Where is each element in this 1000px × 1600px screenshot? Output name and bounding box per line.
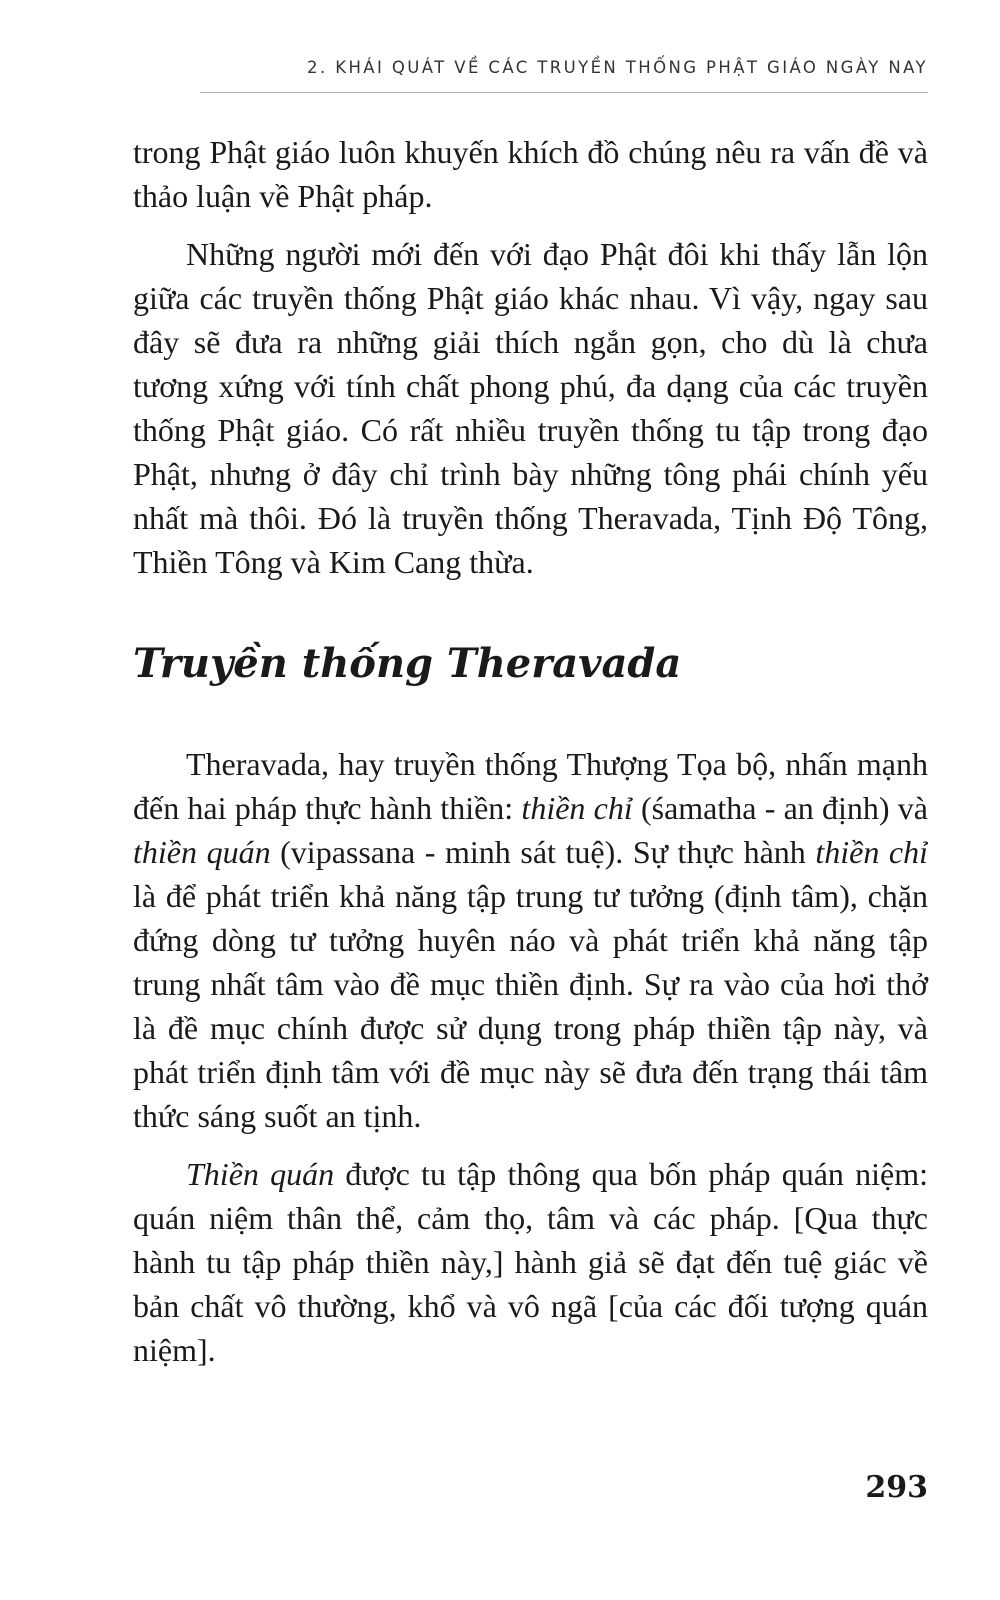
section-heading: Truyền thống Theravada [133, 640, 682, 687]
italic-term: Thiền quán [186, 1156, 335, 1192]
page-number: 293 [865, 1470, 928, 1505]
text-run: (vipassana - minh sát tuệ). Sự thực hành [270, 834, 816, 870]
text-run: (śamatha - an định) và [632, 790, 929, 826]
paragraph-theravada [133, 742, 928, 1138]
header-divider [200, 92, 928, 93]
italic-term: thiền chỉ [815, 834, 928, 870]
paragraph-vipassana [133, 1152, 928, 1372]
paragraph-continuation: trong Phật giáo luôn khuyến khích đồ chúng nêu ra vấn đề và thảo luận về Phật pháp. [133, 134, 928, 214]
paragraph-introduction: Những người mới đến với đạo Phật đôi khi thấy lẫn lộn giữa các truyền thống Phật giáo khác nhau. Vì vậy, ngay sau đây sẽ đưa ra những giải thích ngắn gọn, cho dù là chưa tương xứng với tính chất phong phú, đa dạng của các truyền thống Phật giáo. Có rất nhiều truyền thống tu tập trong đạo Phật, nhưng ở đây chỉ trình bày những tông phái chính yếu nhất mà thôi. Đó là truyền thống Theravada, Tịnh Độ Tông, Thiền Tông và Kim Cang thừa. [133, 236, 928, 580]
text-run: Theravada, hay truyền thống Thượng Tọa bộ, nhấn mạnh đến hai pháp thực hành thiền: [133, 746, 928, 826]
italic-term: thiền chỉ [521, 790, 633, 826]
italic-term: thiền quán [133, 834, 271, 870]
page-body [133, 130, 928, 1372]
running-header: 2. KHÁI QUÁT VỀ CÁC TRUYỀN THỐNG PHẬT GIÁO NGÀY NAY [307, 58, 928, 77]
text-run: là để phát triển khả năng tập trung tư tưởng (định tâm), chặn đứng dòng tư tưởng huyên náo và phát triển khả năng tập trung nhất tâm vào đề mục thiền định. Sự ra vào của hơi thở là đề mục chính được sử dụng trong pháp thiền tập này, và phát triển định tâm với đề mục này sẽ đưa đến trạng thái tâm thức sáng suốt an tịnh. [133, 878, 928, 1134]
text-run: được tu tập thông qua bốn pháp quán niệm: quán niệm thân thể, cảm thọ, tâm và các pháp. [Qua thực hành tu tập pháp thiền này,] hành giả sẽ đạt đến tuệ giác về bản chất vô thường, khổ và vô ngã [của các đối tượng quán niệm]. [133, 1156, 929, 1368]
